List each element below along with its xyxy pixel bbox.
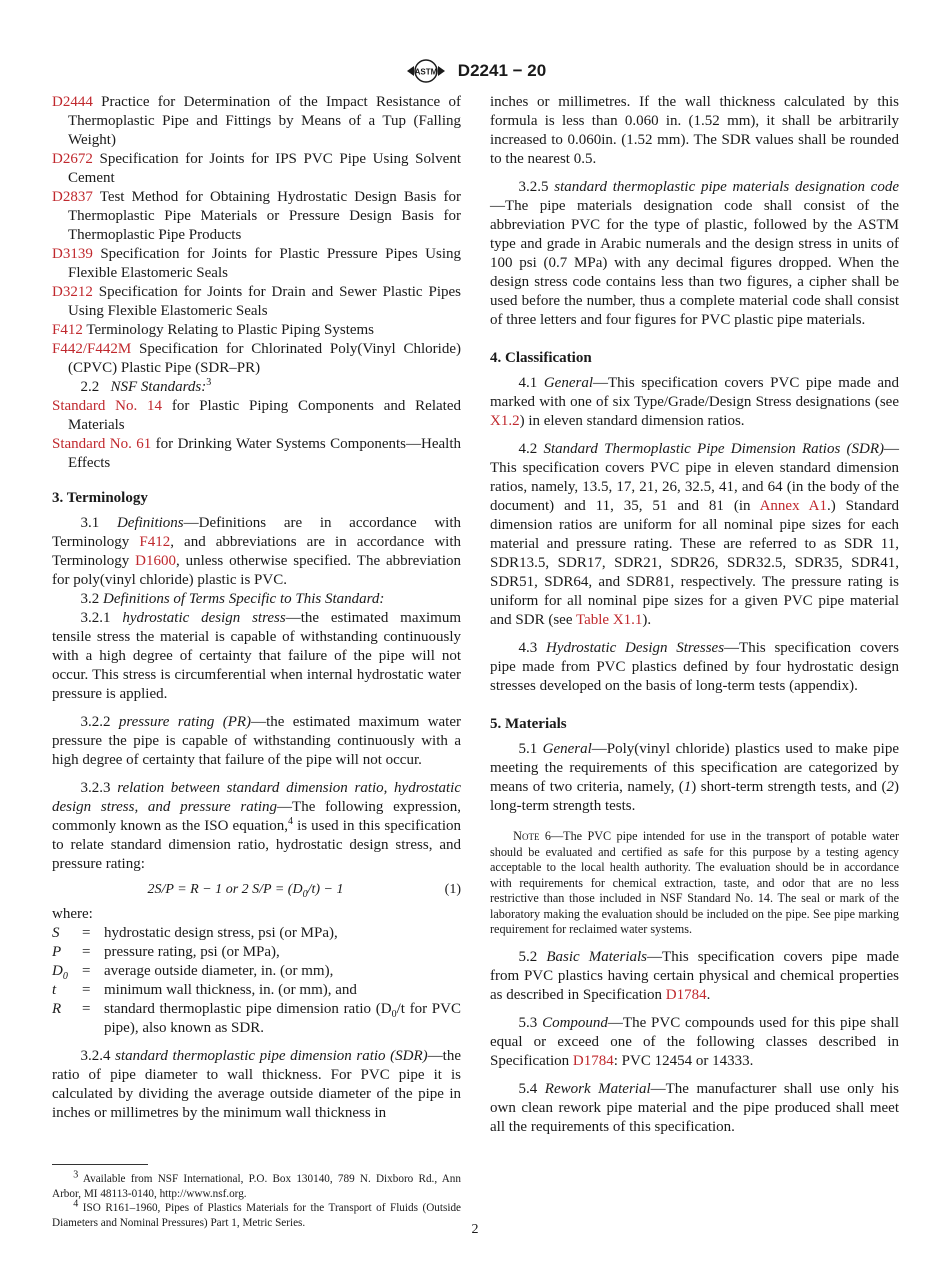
- x1-2-link[interactable]: X1.2: [490, 413, 520, 429]
- reference-item: D3212 Specification for Joints for Drain and Sewer Plastic Pipes Using Flexible Elastomeric Seals: [52, 284, 461, 319]
- reference-link[interactable]: F412: [52, 322, 83, 338]
- paragraph-3-2-3: 3.2.3 relation between standard dimension ratio, hydrostatic design stress, and pressure rating—The following expression, commonly known as the ISO equation,$^4$ is used in this specification to relate standard dimension ratio, hydrostatic design stress, and pressure rating:: [52, 780, 461, 872]
- reference-link[interactable]: D2672: [52, 151, 93, 167]
- d1784-link[interactable]: D1784: [572, 1052, 614, 1069]
- nsf-link[interactable]: Standard No. 61: [52, 436, 152, 452]
- reference-link[interactable]: F442/F442M: [52, 341, 132, 357]
- classification-heading: 4. Classification: [490, 350, 592, 366]
- paragraph-3-2-5: 3.2.5 standard thermoplastic pipe materials designation code—The pipe materials designation code shall consist of the abbreviation PVC for the type of plastic, followed by the ASTM type and grade in Arabic numerals and the design stress in units of 100 psi (0.7 MPa) with any decimal figures dropped. When the design stress code contains less than two figures, a cipher shall be used before the number, thus a complete material code shall consist of three letters and four figures for PVC plastic pipe materials.: [490, 179, 899, 328]
- where-row: R = standard thermoplastic pipe dimension ratio ($D_0/t$ for PVC pipe), also known as SDR.: [52, 1001, 461, 1036]
- page-number: 2: [471, 1222, 479, 1237]
- page-header: [0, 58, 950, 84]
- where-row: t = minimum wall thickness, in. (or mm), and: [52, 982, 357, 998]
- note-6: Note 6—The PVC pipe intended for use in the transport of potable water should be evaluated and certified as safe for this purpose by a testing agency acceptable to the local health authority. The evaluation should be in accordance with requirements for chemical extraction, taste, and odor that are no less restrictive than those included in NSF Standard No. 14. The seal or mark of the laboratory making the evaluation should be included on the pipe. See pipe marking requirement for reclaimed water systems.: [490, 829, 900, 936]
- paragraph-3-2-4: 3.2.4 standard thermoplastic pipe dimension ratio (SDR)—the ratio of pipe diameter to wall thickness. For PVC pipe it is calculated by dividing the average outside diameter of the pipe in inches or millimetres by the minimum wall thickness in: [52, 1048, 461, 1121]
- where-label: where:: [52, 906, 93, 922]
- f412-link[interactable]: F412: [139, 534, 171, 550]
- d1784-link[interactable]: D1784: [665, 986, 707, 1003]
- reference-item: D3139 Specification for Joints for Plastic Pressure Pipes Using Flexible Elastomeric Seals: [52, 246, 461, 281]
- equation-number: (1): [444, 882, 461, 897]
- paragraph-4-1: 4.1 General—This specification covers PVC pipe made and marked with one of six Type/Grade/Design Stress designations (see X1.2) in eleven standard dimension ratios.: [490, 375, 899, 429]
- document-id: D2241 − 20: [457, 61, 547, 80]
- reference-link[interactable]: D2444: [52, 94, 93, 110]
- paragraph-5-4: 5.4 Rework Material—The manufacturer shall use only his own clean rework pipe material and the pipe produced shall meet all the requirements of this specification.: [490, 1080, 899, 1135]
- where-row: P = pressure rating, psi (or MPa),: [52, 944, 280, 960]
- paragraph-5-3: 5.3 Compound—The PVC compounds used for this pipe shall equal or exceed one of the following classes described in Specification D1784: PVC 12454 or 14333.: [490, 1014, 900, 1069]
- footnote-divider: [52, 1164, 148, 1165]
- reference-link[interactable]: D3212: [52, 284, 93, 300]
- reference-item: D2444 Practice for Determination of the Impact Resistance of Thermoplastic Pipe and Fittings by Means of a Tup (Falling Weight): [52, 94, 461, 148]
- reference-item: D2672 Specification for Joints for IPS PVC Pipe Using Solvent Cement: [52, 151, 461, 186]
- paragraph-3-2-2: 3.2.2 pressure rating (PR)—the estimated maximum water pressure the pipe is capable of withstanding continuously with a high degree of certainty that failure of the pipe will not occur.: [52, 714, 462, 768]
- footnote-4: $^4$ ISO R161–1960, Pipes of Plastics Materials for the Transport of Fluids (Outside Diameters and Nominal Pressures) Part 1, Metric Series.: [52, 1198, 461, 1229]
- paragraph-4-3: 4.3 Hydrostatic Design Stresses—This specification covers pipe made from PVC plastics defined by four hydrostatic design stresses developed on the basis of long-term tests (appendix).: [490, 640, 899, 694]
- reference-item: F412 Terminology Relating to Plastic Piping Systems: [52, 322, 375, 338]
- svg-text:ASTM: ASTM: [414, 67, 438, 77]
- iso-equation: 2S/P = R − 1 or 2 $S/P = (D_0/t) - 1$ (1): [147, 882, 461, 900]
- annex-a1-link[interactable]: Annex A1: [759, 498, 827, 514]
- table-x1-1-link[interactable]: Table X1.1: [575, 612, 643, 628]
- paragraph-5-2: 5.2 Basic Materials—This specification covers pipe made from PVC plastics having certain physical and chemical properties as described in Specification D1784.: [490, 948, 900, 1003]
- nsf-item: Standard No. 61 for Drinking Water Systems Components—Health Effects: [52, 436, 461, 471]
- paragraph-5-1: 5.1 General—Poly(vinyl chloride) plastics used to make pipe meeting the requirements of this specification are categorized by means of two criteria, namely, (1) short-term strength tests, and (2) long-term strength tests.: [490, 741, 900, 814]
- nsf-link[interactable]: Standard No. 14: [52, 398, 163, 414]
- d1600-link[interactable]: D1600: [135, 553, 177, 569]
- terminology-heading: 3. Terminology: [52, 490, 148, 506]
- reference-item: F442/F442M Specification for Chlorinated Poly(Vinyl Chloride) (CPVC) Plastic Pipe (SDR–PR): [52, 341, 461, 376]
- reference-link[interactable]: D3139: [52, 246, 93, 262]
- nsf-standards-heading: 2.2 NSF Standards:$^3$: [80, 377, 212, 395]
- paragraph-4-2: 4.2 Standard Thermoplastic Pipe Dimension Ratios (SDR)—This specification covers PVC pipe in eleven standard dimension ratios, namely, 13.5, 17, 21, 26, 32.5, 41, and 64 (in the body of the document) and 11, 35, 51 and 81 (in Annex A1.) Standard dimension ratios are uniform for all nominal pipe sizes for each material and pressure rating. These are referred to as SDR 11, SDR13.5, SDR17, SDR21, SDR26, SDR32.5, SDR35, SDR41, SDR51, SDR64, and SDR81, respectively. The pressure rating is uniform for all nominal pipe sizes for a given PVC pipe material and SDR (see Table X1.1).: [490, 441, 900, 628]
- nsf-item: Standard No. 14 for Plastic Piping Components and Related Materials: [52, 398, 461, 433]
- paragraph-3-2-1: 3.2.1 hydrostatic design stress—the estimated maximum tensile stress the material is capable of withstanding continuously with a high degree of certainty that failure of the pipe will not occur. This stress is circumferential when internal hydrostatic water pressure is applied.: [52, 610, 461, 702]
- footnote-3: $^3$ Available from NSF International, P.O. Box 130140, 789 N. Dixboro Rd., Ann Arbor, MI 48113-0140, http://www.nsf.org.: [52, 1169, 461, 1200]
- astm-logo-icon: [404, 58, 448, 84]
- paragraph-3-2-4-continued: inches or millimetres. If the wall thickness calculated by this formula is less than 0.060 in. (1.52 mm), it shall be arbitrarily increased to 0.060in. (1.52 mm). The SDR values shall be rounded to the nearest 0.5.: [490, 94, 899, 167]
- reference-item: D2837 Test Method for Obtaining Hydrostatic Design Basis for Thermoplastic Pipe Materials or Pressure Design Basis for Thermoplastic Pipe Products: [52, 189, 461, 243]
- where-row: $D_0$ = average outside diameter, in. (or mm),: [52, 963, 334, 982]
- paragraph-3-2: 3.2 Definitions of Terms Specific to This Standard:: [80, 591, 385, 607]
- materials-heading: 5. Materials: [490, 716, 567, 732]
- left-column: [52, 93, 461, 1230]
- paragraph-3-1: 3.1 Definitions—Definitions are in accordance with Terminology F412, and abbreviations are in accordance with Terminology D1600, unless otherwise specified. The abbreviation for poly(vinyl chloride) plastic is PVC.: [52, 515, 461, 588]
- where-row: S = hydrostatic design stress, psi (or MPa),: [52, 925, 338, 941]
- right-column: [490, 93, 899, 1137]
- reference-link[interactable]: D2837: [52, 189, 93, 205]
